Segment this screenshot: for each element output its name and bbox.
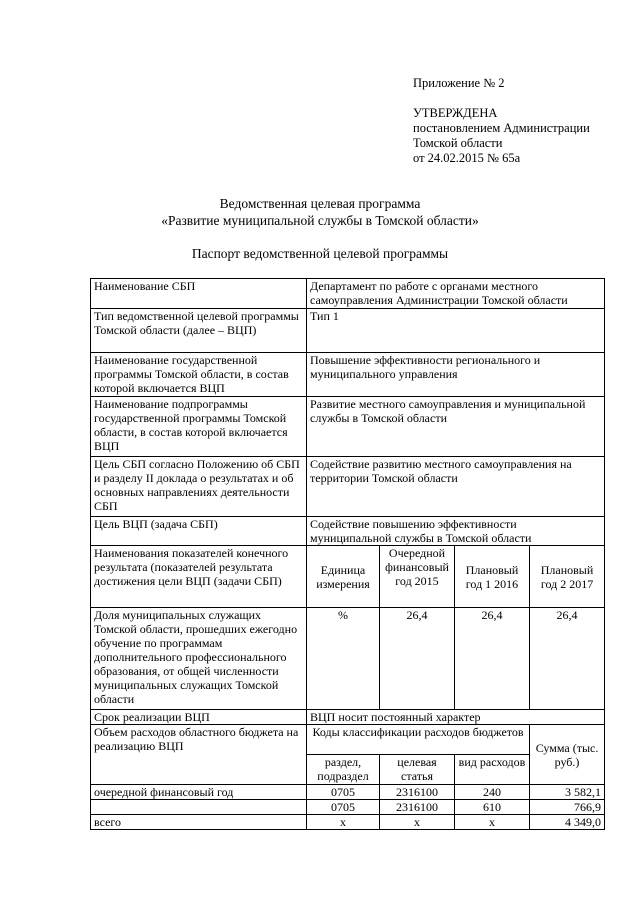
col-unit-header: Единица измерения [307,546,380,608]
indicator-label: Доля муниципальных служащих Томской области, прошедших ежегодно обучение по программам дополнительного профессионального образования, от общей численности муниципальных служащих Томской области [91,608,307,710]
appendix-number: Приложение № 2 [413,76,505,90]
indicator-row [91,608,605,710]
table-row [91,279,605,309]
indicators-header-row [91,546,605,608]
row-label: Наименование государственной программы Томской области, в состав которой включается ВЦП [91,353,307,397]
table-row [91,710,605,725]
budget-target: 2316100 [380,800,455,815]
col-2017-header: Плановый год 2 2017 [530,546,605,608]
budget-line-label: очередной финансовый год [91,785,307,800]
table-row [91,397,605,457]
budget-sum-header: Сумма (тыс. руб.) [530,725,605,785]
budget-type: х [455,815,530,830]
approved-line: постановлением Администрации [413,121,590,135]
budget-type: 240 [455,785,530,800]
budget-target: 2316100 [380,785,455,800]
indicator-value-2015: 26,4 [380,608,455,710]
budget-target: х [380,815,455,830]
row-value: Содействие повышению эффективности муниципальной службы в Томской области [307,517,605,546]
row-label: Наименование подпрограммы государственной программы Томской области, в состав которой включается ВЦП [91,397,307,457]
col-2015-header: Очередной финансовый год 2015 [380,546,455,608]
budget-line [91,785,605,800]
budget-section: х [307,815,380,830]
budget-sum: 4 349,0 [530,815,605,830]
budget-line-label [91,800,307,815]
col-target-header: целевая статья [380,755,455,785]
budget-sum: 766,9 [530,800,605,815]
row-label: Срок реализации ВЦП [91,710,307,725]
budget-line-label: всего [91,815,307,830]
row-value: Департамент по работе с органами местного самоуправления Администрации Томской области [307,279,605,309]
table-row [91,309,605,353]
budget-label: Объем расходов областного бюджета на реализацию ВЦП [91,725,307,785]
col-type-header: вид расходов [455,755,530,785]
row-value: Развитие местного самоуправления и муниципальной службы в Томской области [307,397,605,457]
col-2016-header: Плановый год 1 2016 [455,546,530,608]
row-label: Цель ВЦП (задача СБП) [91,517,307,546]
budget-sum: 3 582,1 [530,785,605,800]
row-value: Содействие развитию местного самоуправления на территории Томской области [307,457,605,517]
row-label: Цель СБП согласно Положению об СБП и разделу II доклада о результатах и об основных направлениях деятельности СБП [91,457,307,517]
program-name-title: «Развитие муниципальной службы в Томской области» [161,213,479,228]
budget-codes-header: Коды классификации расходов бюджетов [307,725,530,755]
budget-section: 0705 [307,785,380,800]
row-value: Повышение эффективности регионального и муниципального управления [307,353,605,397]
table-row [91,353,605,397]
row-value: Тип 1 [307,309,605,353]
approved-line: Томской области [413,136,503,150]
col-section-header: раздел, подраздел [307,755,380,785]
table-row [91,517,605,546]
approved-line: УТВЕРЖДЕНА [413,106,498,120]
row-value: ВЦП носит постоянный характер [307,710,605,725]
budget-section: 0705 [307,800,380,815]
budget-type: 610 [455,800,530,815]
approved-line: от 24.02.2015 № 65а [413,151,521,165]
budget-line [91,800,605,815]
indicator-value-2016: 26,4 [455,608,530,710]
table-row [91,457,605,517]
budget-header-row [91,725,605,755]
approval-stamp [413,106,590,166]
indicator-value-2017: 26,4 [530,608,605,710]
row-label: Тип ведомственной целевой программы Томской области (далее – ВЦП) [91,309,307,353]
budget-total-line [91,815,605,830]
row-label: Наименования показателей конечного результата (показателей результата достижения цели ВЦП (задачи СБП) [91,546,307,608]
row-label: Наименование СБП [91,279,307,309]
program-kind-title: Ведомственная целевая программа [219,196,421,211]
indicator-unit: % [307,608,380,710]
passport-table [90,278,605,830]
passport-title: Паспорт ведомственной целевой программы [191,246,449,261]
